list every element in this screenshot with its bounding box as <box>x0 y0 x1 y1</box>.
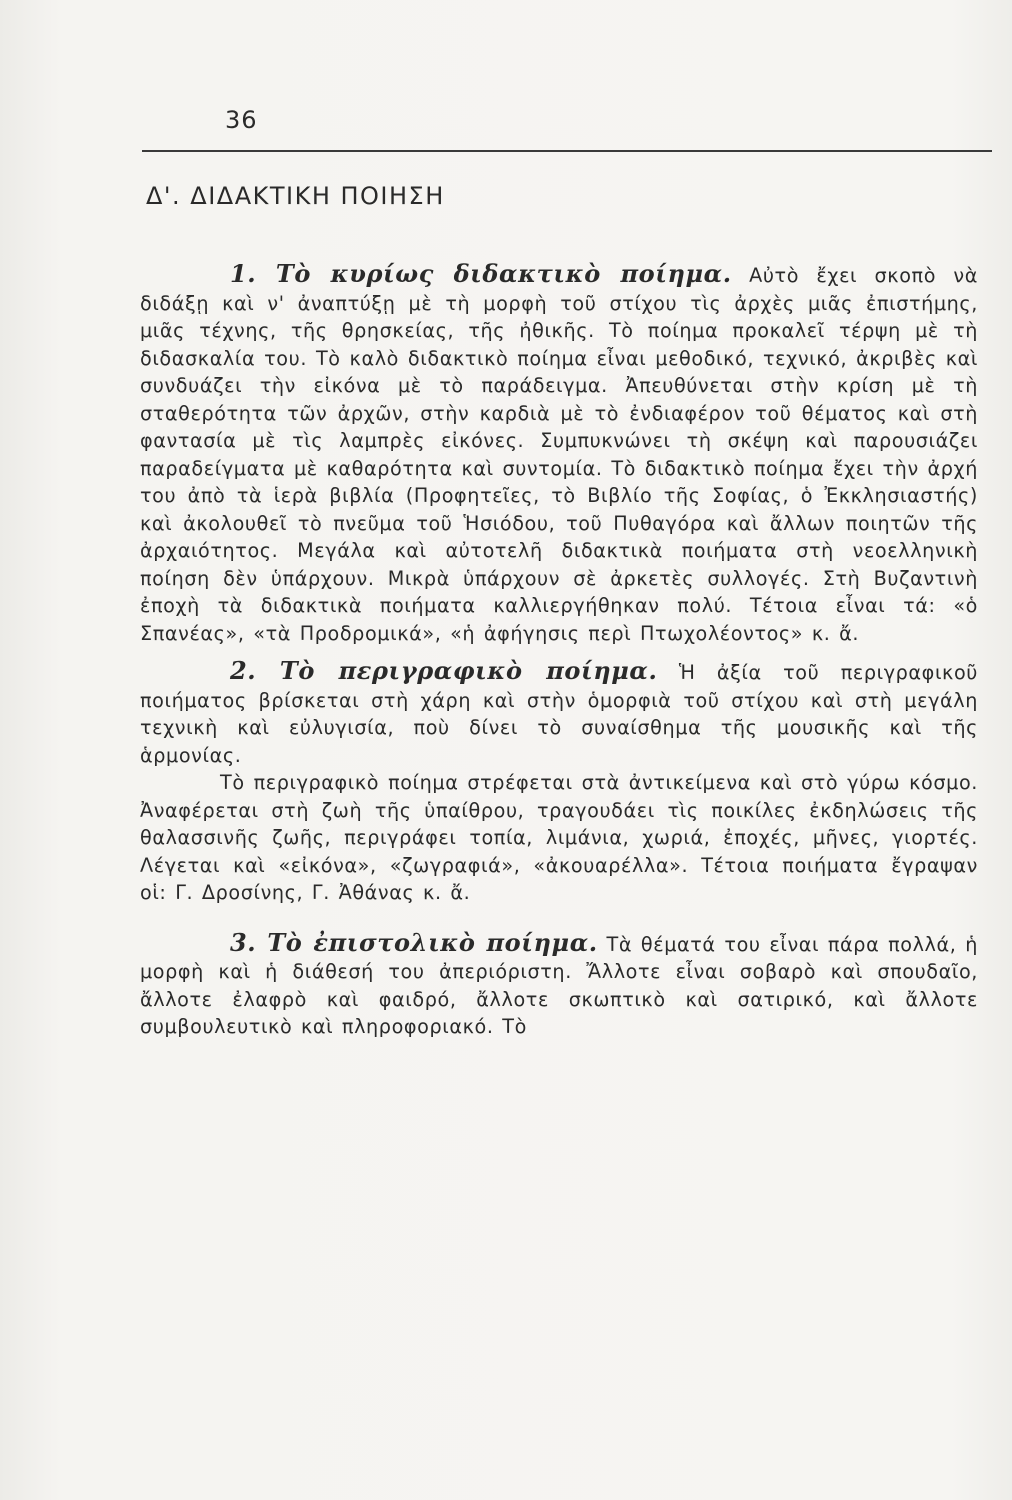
section-2-paragraph-2 <box>140 769 978 907</box>
section-1-text: Αὐτὸ ἔχει σκοπὸ νὰ διδάξῃ καὶ ν' ἀναπτύξῃ μὲ τὴ μορφὴ τοῦ στίχου τὶς ἀρχὲς μιᾶς ἐπιστήμης, μιᾶς τέχνης, τῆς θρησκείας, τῆς ἠθικῆς. Τὸ ποίημα προκαλεῖ τέρψη μὲ τὴ διδασκαλία του. Τὸ καλὸ διδακτικὸ ποίημα εἶναι μεθοδικό, τεχνικό, ἀκριβὲς καὶ συνδυάζει τὴν εἰκόνα μὲ τὸ παράδειγμα. Ἀπευθύνεται στὴν κρίση μὲ τὴ σταθερότητα τῶν ἀρχῶν, στὴν καρδιὰ μὲ τὸ ἐνδιαφέρον τοῦ θέματος καὶ στὴ φαντασία μὲ τὶς λαμπρὲς εἰκόνες. Συμπυκνώνει τὴ σκέψη καὶ παρουσιάζει παραδείγματα μὲ καθαρότητα καὶ συντομία. Τὸ διδακτικὸ ποίημα ἔχει τὴν ἀρχή του ἀπὸ τὰ ἱερὰ βιβλία (Προφητεῖες, τὸ Βιβλίο τῆς Σοφίας, ὁ Ἐκκλησιαστής) καὶ ἀκολουθεῖ τὸ πνεῦμα τοῦ Ἡσιόδου, τοῦ Πυθαγόρα καὶ ἄλλων ποιητῶν τῆς ἀρχαιότητος. Μεγάλα καὶ αὐτοτελῆ διδακτικὰ ποιήματα στὴ νεοελληνικὴ ποίηση δὲν ὑπάρχουν. Μικρὰ ὑπάρχουν σὲ ἀρκετὲς συλλογές. Στὴ Βυζαντινὴ ἐποχὴ τὰ διδακτικὰ ποιήματα καλλιεργήθηκαν πολύ. Τέτοια εἶναι τά: «ὁ Σπανέας», «τὰ Προδρομικά», «ἡ ἀφήγησις περὶ Πτωχολέοντος» κ. ἄ. <box>140 264 978 645</box>
chapter-title: Δ'. ΔΙΔΑΚΤΙΚΗ ΠΟΙΗΣΗ <box>146 182 445 210</box>
section-2-number: 2. <box>230 656 257 685</box>
section-3-heading <box>230 928 598 957</box>
section-3-number: 3. <box>230 927 257 957</box>
section-2-heading <box>230 656 657 685</box>
section-2-heading-text: Τὸ περιγραφικὸ ποίημα. <box>279 656 658 685</box>
section-1-number: 1. <box>230 259 257 288</box>
section-2-text-2: Τὸ περιγραφικὸ ποίημα στρέφεται στὰ ἀντικείμενα καὶ στὸ γύρω κόσμο. Ἀναφέρεται στὴ ζωὴ τῆς ὑπαίθρου, τραγουδάει τὶς ποικίλες ἐκδηλώσεις τῆς θαλασσινῆς ζωῆς, περιγράφει τοπία, λιμάνια, χωριά, ἐποχές, μῆνες, γιορτές. Λέγεται καὶ «εἰκόνα», «ζωγραφιά», «ἀκουαρέλλα». Τέτοια ποιήματα ἔγραψαν οἱ: Γ. Δροσίνης, Γ. Ἀθάνας κ. ἄ. <box>140 771 978 904</box>
section-1-heading <box>230 259 732 288</box>
section-1-paragraph <box>140 260 978 647</box>
header-rule <box>142 150 992 152</box>
section-3-text: Τὰ θέματά του εἶναι πάρα πολλά, ἡ μορφὴ καὶ ἡ διάθεσή του ἀπεριόριστη. Ἄλλοτε εἶναι σοβαρὸ καὶ σπουδαῖο, ἄλλοτε ἐλαφρὸ καὶ φαιδρό, ἄλλοτε σκωπτικὸ καὶ σατιρικό, καὶ ἄλλοτε συμβουλευτικὸ καὶ πληροφοριακό. Τὸ <box>140 932 979 1038</box>
section-2-paragraph <box>140 657 978 769</box>
page-number: 36 <box>225 106 258 134</box>
section-1-heading-text: Τὸ κυρίως διδακτικὸ ποίημα. <box>275 259 732 288</box>
body-text <box>140 260 978 1041</box>
section-3-paragraph <box>140 929 978 1041</box>
section-2-text: Ἡ ἀξία τοῦ περιγραφικοῦ ποιήματος βρίσκεται στὴ χάρη καὶ στὴν ὁμορφιὰ τοῦ στίχου καὶ στὴ μεγάλη τεχνικὴ καὶ εὐλυγισία, ποὺ δίνει τὸ συναίσθημα τῆς μουσικῆς καὶ τῆς ἁρμονίας. <box>140 661 978 767</box>
section-3-heading-text: Τὸ ἐπιστολικὸ ποίημα. <box>267 927 598 957</box>
